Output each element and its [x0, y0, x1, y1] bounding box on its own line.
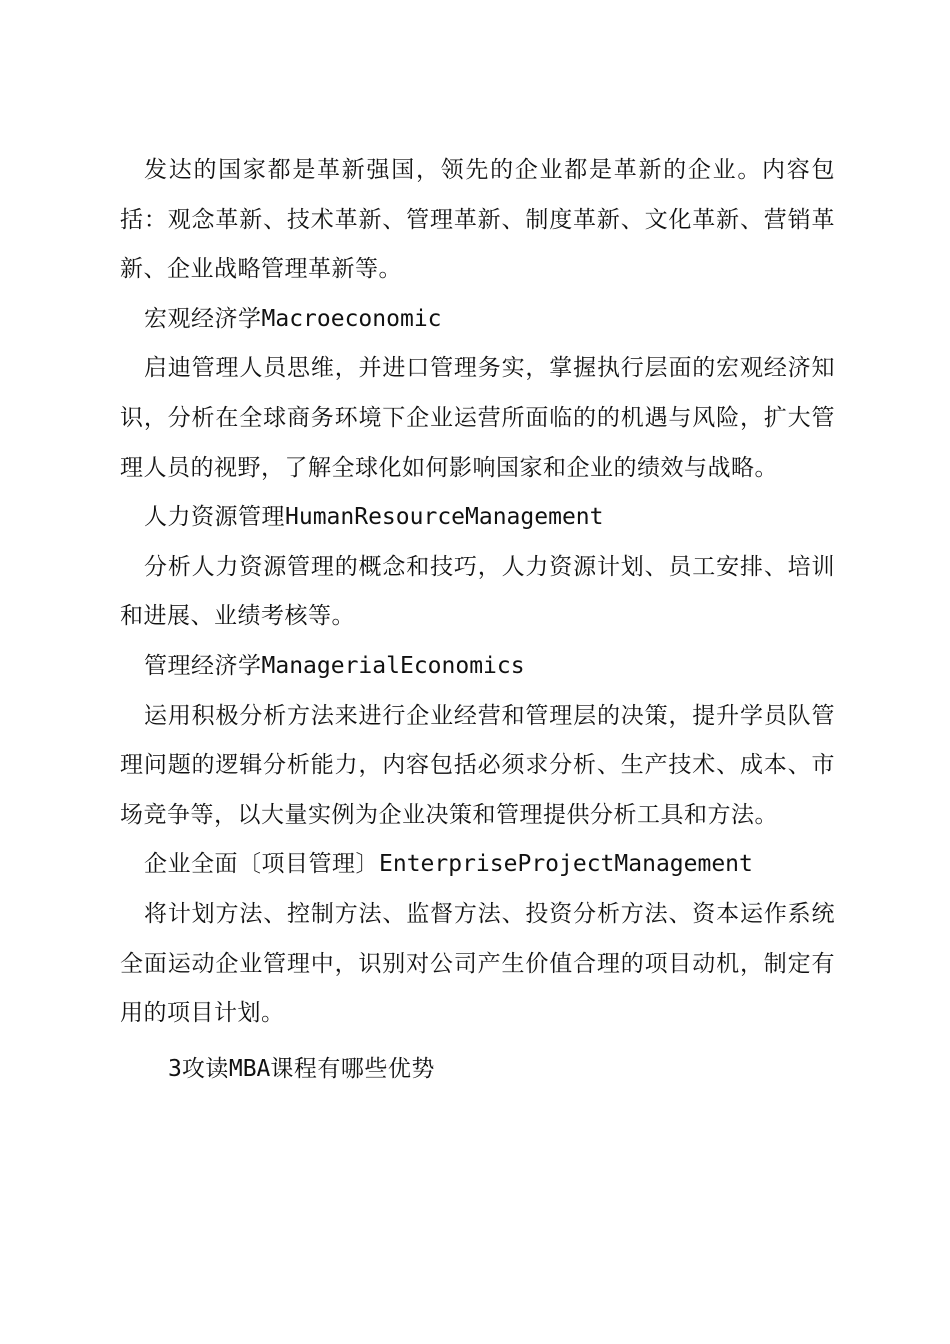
- course-title-en: EnterpriseProjectManagement: [379, 851, 753, 878]
- paragraph-project-management: [120, 890, 835, 1039]
- section-title-part: 攻读: [181, 1055, 229, 1082]
- section-title-part: 课程有哪些优势: [270, 1055, 435, 1082]
- paragraph-text: 将计划方法、控制方法、监督方法、投资分析方法、资本运作系统全面运动企业管理中，识别对公司产生价值合理的项目动机，制定有用的项目计划。: [120, 900, 835, 1027]
- course-heading-macroeconomics: [120, 295, 835, 345]
- paragraph-text: 启迪管理人员思维，并进口管理务实，掌握执行层面的宏观经济知识，分析在全球商务环境下企业运营所面临的的机遇与风险，扩大管理人员的视野，了解全球化如何影响国家和企业的绩效与战略。: [120, 355, 835, 481]
- course-title-en: Macroeconomic: [261, 305, 442, 332]
- paragraph-macroeconomics: [120, 344, 835, 493]
- paragraph-hrm: [120, 543, 835, 642]
- paragraph-managerial-economics: [120, 692, 835, 841]
- course-title-en: ManagerialEconomics: [261, 652, 525, 679]
- section-title-abbrev: MBA: [228, 1055, 271, 1082]
- course-heading-managerial-economics: [120, 642, 835, 692]
- paragraph-text: 运用积极分析方法来进行企业经营和管理层的决策，提升学员队管理问题的逻辑分析能力，内容包括必须求分析、生产技术、成本、市场竞争等，以大量实例为企业决策和管理提供分析工具和方法。: [120, 702, 835, 828]
- course-heading-project-management: [120, 840, 835, 890]
- course-title-en: HumanResourceManagement: [285, 504, 604, 531]
- course-title-zh: 管理经济学: [144, 652, 262, 679]
- section-number: 3: [168, 1055, 182, 1082]
- paragraph-text: 分析人力资源管理的概念和技巧，人力资源计划、员工安排、培训和进展、业绩考核等。: [120, 553, 835, 630]
- paragraph-text: 发达的国家都是革新强国，领先的企业都是革新的企业。内容包括：观念革新、技术革新、管理革新、制度革新、文化革新、营销革新、企业战略管理革新等。: [120, 157, 835, 283]
- course-title-zh: 人力资源管理: [144, 504, 285, 531]
- course-heading-hrm: [120, 493, 835, 543]
- course-title-zh: 企业全面〔项目管理〕: [144, 851, 379, 878]
- document-body: [120, 146, 835, 1094]
- paragraph-innovation-content: [120, 146, 835, 295]
- section-heading-mba-advantages: [120, 1045, 835, 1095]
- course-title-zh: 宏观经济学: [144, 305, 262, 332]
